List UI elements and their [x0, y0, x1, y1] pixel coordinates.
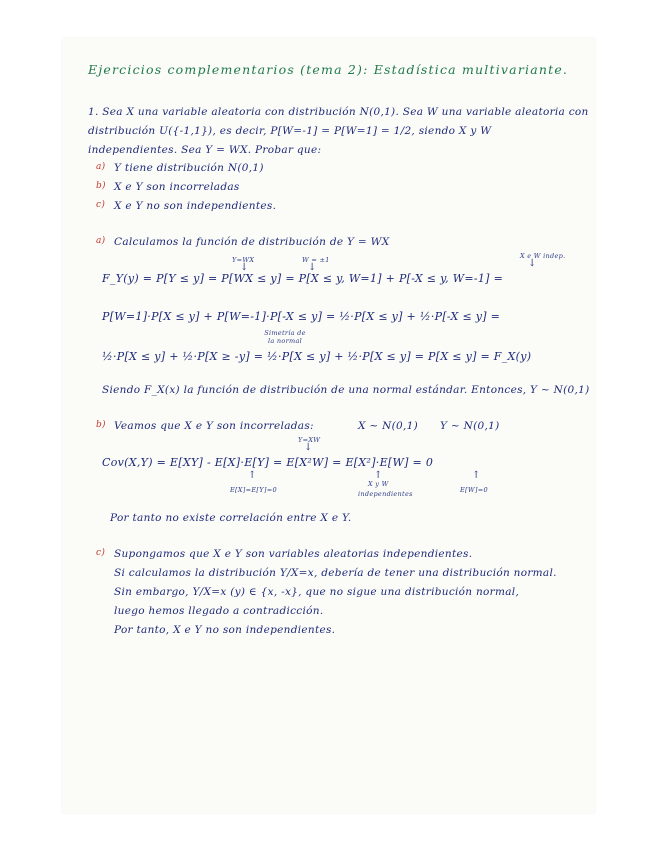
dist-x: X ~ N(0,1) [358, 420, 419, 432]
note-indep: X e W indep. [520, 252, 566, 260]
note-y-xw: Y=XW [298, 436, 321, 444]
part-c-line-5: Por tanto, X e Y no son independientes. [114, 624, 336, 636]
part-c-line-1: Supongamos que X e Y son variables aleatorias independientes. [114, 548, 473, 560]
problem-line-1: 1. Sea X una variable aleatoria con distribución N(0,1). Sea W una variable aleatoria con [88, 106, 589, 118]
part-c-mark: c) [96, 548, 106, 558]
part-b-mark: b) [96, 420, 106, 430]
part-c-line-3: Sin embargo, Y/X=x (y) ∈ {x, -x}, que no sigue una distribución normal, [114, 586, 520, 598]
note-y-wx: Y=WX [232, 256, 255, 264]
down-arrow-icon: ↓ [528, 258, 537, 269]
note-independientes: independientes [358, 490, 413, 498]
cov-equation: Cov(X,Y) = E[XY] - E[X]·E[Y] = E[X²W] = E[X²]·E[W] = 0 [102, 456, 434, 469]
note-w: W = ±1 [302, 256, 330, 264]
up-arrow-icon: ↑ [248, 470, 257, 481]
part-a-conclusion: Siendo F_X(x) la función de distribución de una normal estándar. Entonces, Y ~ N(0,1) [102, 384, 590, 396]
down-arrow-icon: ↓ [304, 442, 313, 453]
note-ew: E[W]=0 [460, 486, 488, 494]
item-c-mark: c) [96, 200, 106, 210]
note-symmetry: Simetría de la normal [264, 329, 306, 345]
item-b-mark: b) [96, 181, 106, 191]
part-c-line-2: Si calculamos la distribución Y/X=x, debería de tener una distribución normal. [114, 567, 557, 579]
dist-y: Y ~ N(0,1) [440, 420, 500, 432]
problem-line-3: independientes. Sea Y = WX. Probar que: [88, 144, 322, 156]
note-ex-ey: E[X]=E[Y]=0 [230, 486, 277, 494]
part-b-intro: Veamos que X e Y son incorreladas: [114, 420, 314, 432]
part-a-mark: a) [96, 236, 106, 246]
equation-3: ½·P[X ≤ y] + ½·P[X ≥ -y] = ½·P[X ≤ y] + ½·P[X ≤ y] = P[X ≤ y] = F_X(y) [102, 350, 532, 363]
page-title: Ejercicios complementarios (tema 2): Estadística multivariante. [88, 62, 569, 77]
part-c-line-4: luego hemos llegado a contradicción. [114, 605, 324, 617]
notebook-page [62, 38, 595, 813]
equation-2: P[W=1]·P[X ≤ y] + P[W=-1]·P[-X ≤ y] = ½·P[X ≤ y] + ½·P[-X ≤ y] = [102, 310, 501, 323]
item-c-text: X e Y no son independientes. [114, 200, 277, 212]
item-a-text: Y tiene distribución N(0,1) [114, 162, 264, 174]
item-a-mark: a) [96, 162, 106, 172]
down-arrow-icon: ↓ [308, 262, 317, 273]
down-arrow-icon: ↓ [240, 262, 249, 273]
up-arrow-icon: ↑ [472, 470, 481, 481]
part-a-intro: Calculamos la función de distribución de Y = WX [114, 236, 390, 248]
part-b-conclusion: Por tanto no existe correlación entre X e Y. [110, 512, 352, 524]
up-arrow-icon: ↑ [374, 470, 383, 481]
equation-1: F_Y(y) = P[Y ≤ y] = P[WX ≤ y] = P[X ≤ y, W=1] + P[-X ≤ y, W=-1] = [102, 272, 504, 285]
problem-line-2: distribución U({-1,1}), es decir, P[W=-1] = P[W=1] = 1/2, siendo X y W [88, 125, 492, 137]
note-xw: X y W [368, 480, 389, 488]
item-b-text: X e Y son incorreladas [114, 181, 240, 193]
